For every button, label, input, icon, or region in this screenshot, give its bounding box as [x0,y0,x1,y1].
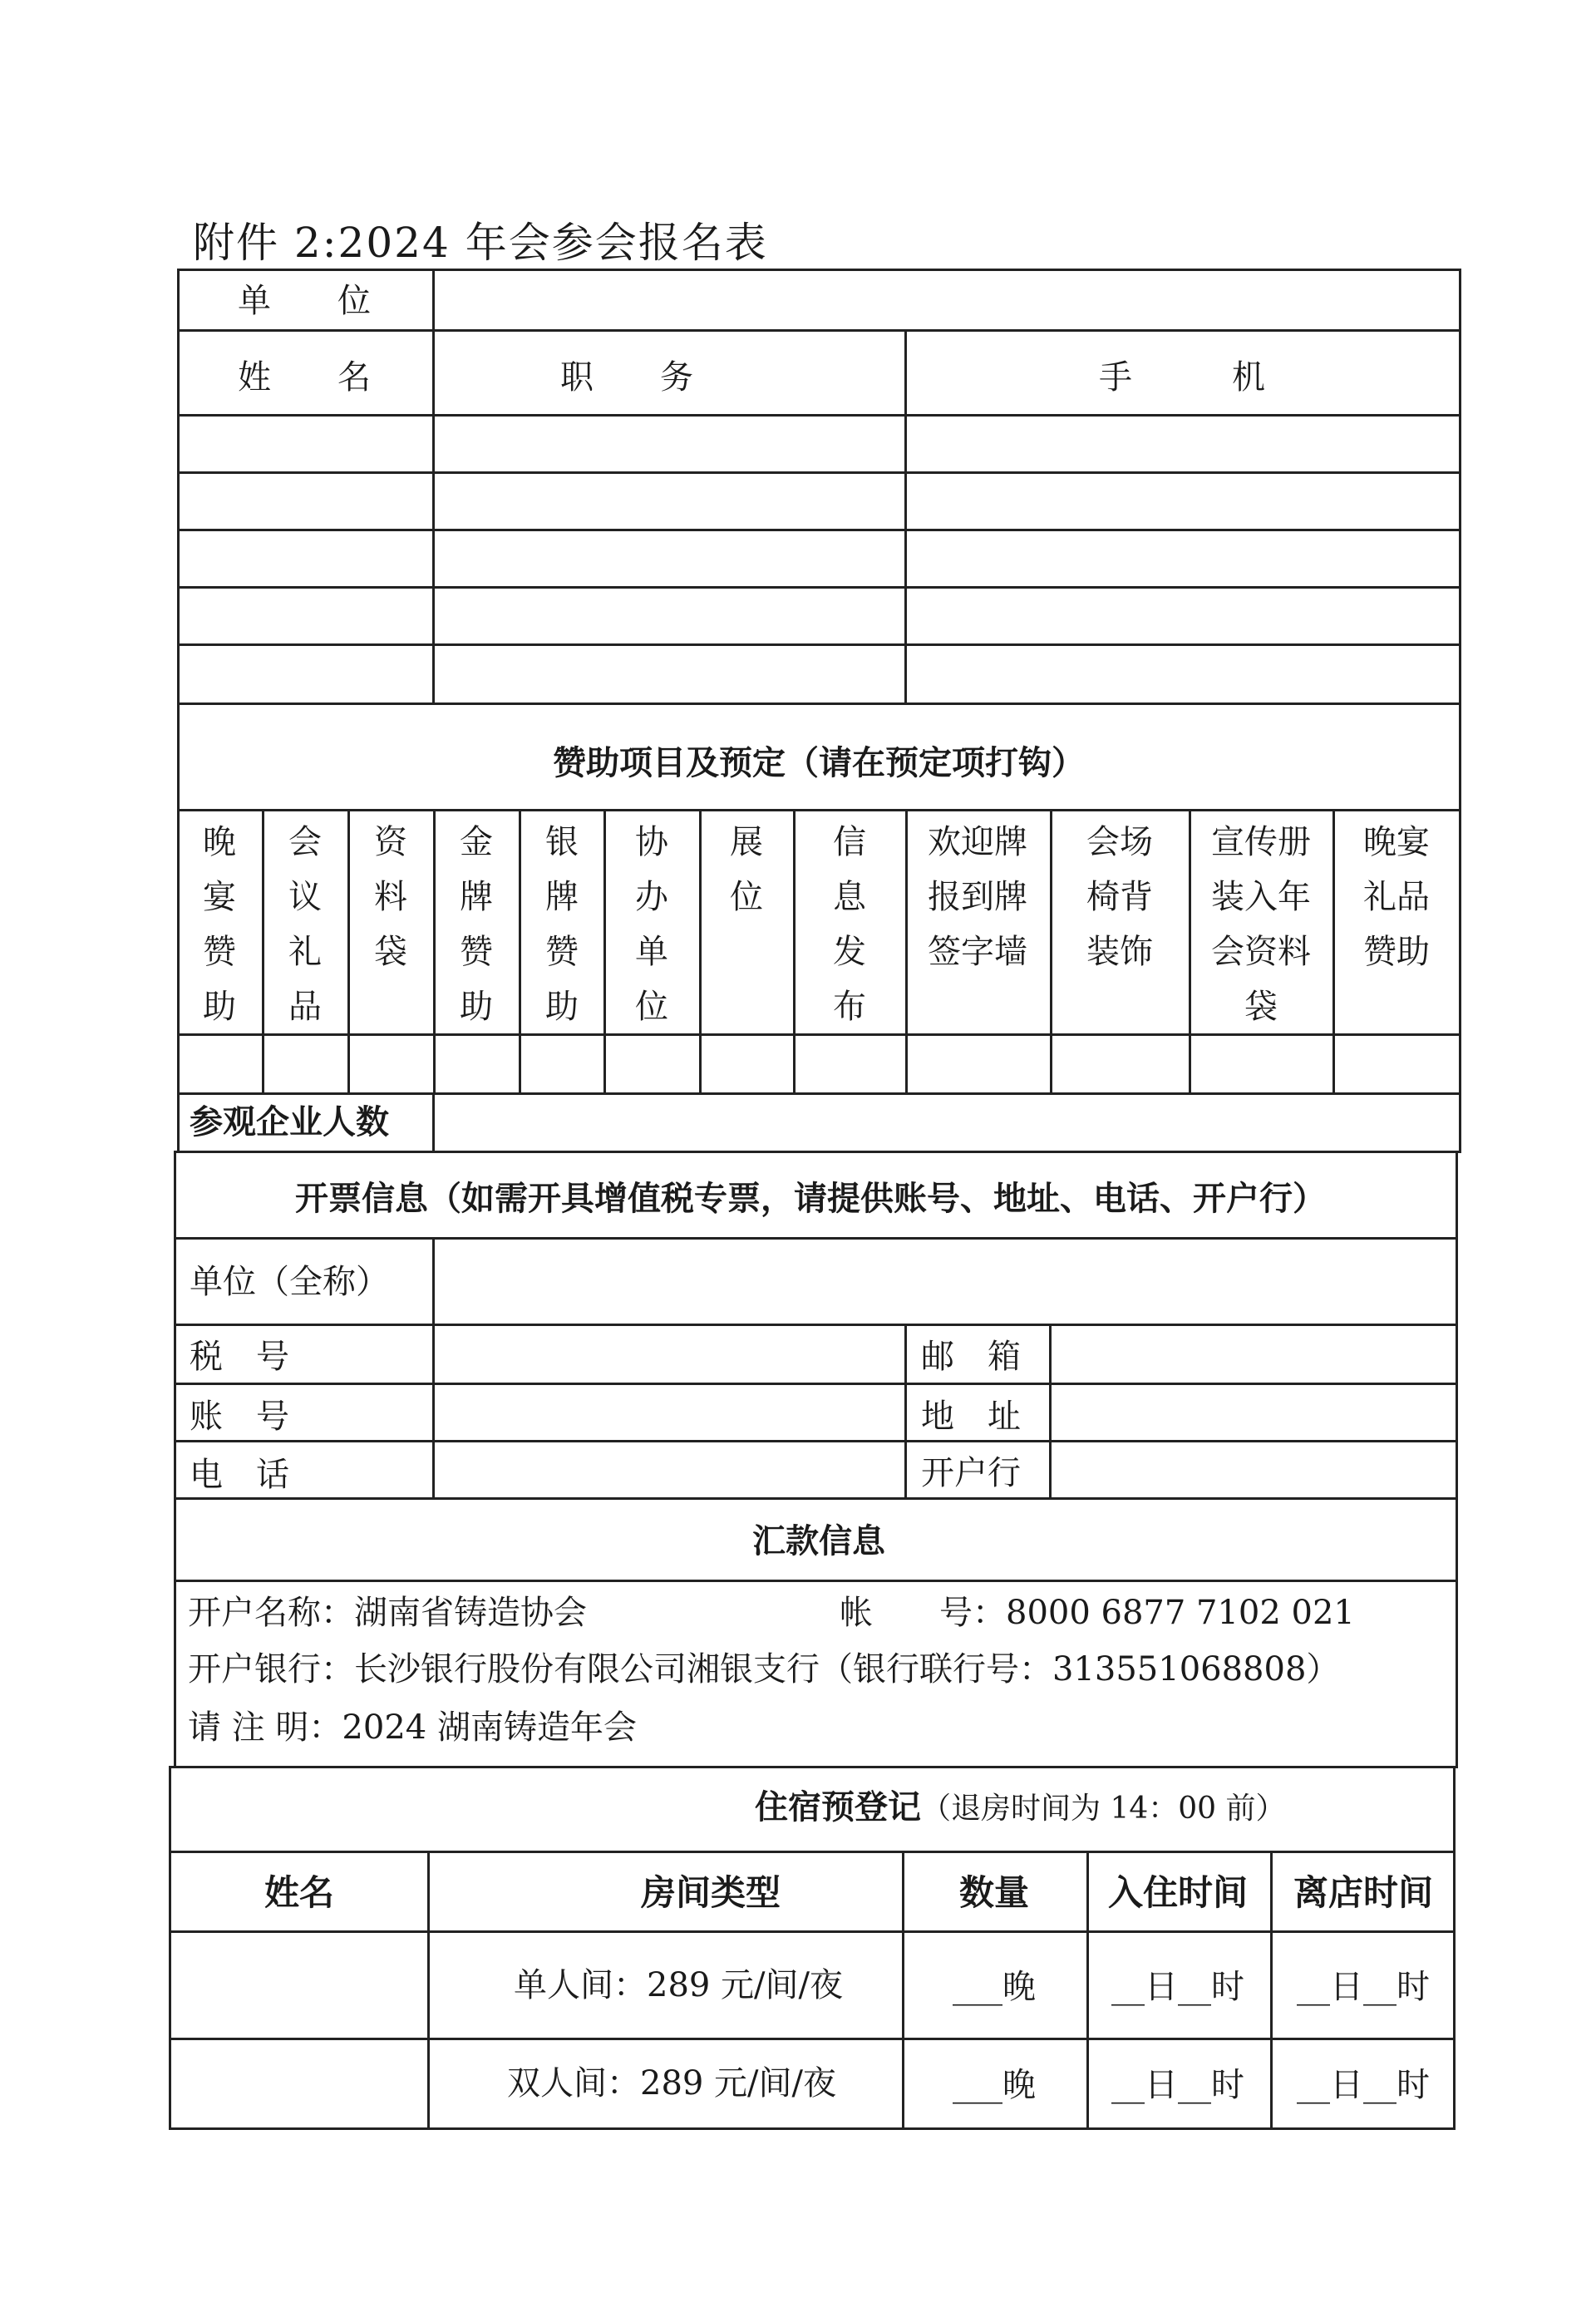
remit-account-name: 开户名称：湖南省铸造协会 [188,1594,587,1632]
remittance-heading: 汇款信息 [752,1522,885,1560]
phone-label: 电 话 [190,1456,289,1494]
mobile-label: 手 机 [1099,358,1265,397]
col-checkout-header: 离店时间 [1293,1872,1434,1913]
checkin-double: __日__时 [1111,2066,1244,2104]
sponsor-item: 晚宴 礼品 赞助 [1363,823,1430,971]
name-label: 姓 名 [238,358,371,397]
sponsor-item: 会场 椅背 装饰 [1086,823,1153,971]
qty-single: ___晚 [953,1968,1036,2006]
unit-label: 单 位 [238,282,371,320]
sponsorship-heading: 赞助项目及预定（请在预定项打钩） [553,744,1085,782]
remit-account-number: 帐 号：8000 6877 7102 021 [840,1594,1355,1632]
email-label: 邮 箱 [921,1338,1021,1376]
sponsor-item: 协 办 单 位 [635,823,668,1026]
account-label: 账 号 [190,1398,289,1436]
checkin-single: __日__时 [1111,1968,1244,2006]
col-checkin-header: 入住时间 [1107,1872,1249,1913]
sponsor-item: 银 牌 赞 助 [545,823,579,1026]
sponsor-item: 展 位 [730,823,763,916]
sponsor-item: 晚 宴 赞 助 [203,823,236,1026]
checkout-double: __日__时 [1297,2066,1430,2104]
visitors-label: 参观企业人数 [190,1103,389,1141]
position-label: 职 务 [560,358,693,397]
sponsor-item: 会 议 礼 品 [288,823,322,1026]
address-label: 地 址 [921,1398,1021,1436]
sponsor-item: 宣传册 装入年 会资料 袋 [1211,823,1311,1026]
tax-number-label: 税 号 [190,1338,289,1376]
remit-note: 请 注 明：2024 湖南铸造年会 [188,1708,637,1747]
invoice-heading: 开票信息（如需开具增值税专票，请提供账号、地址、电话、开户行） [295,1180,1326,1218]
col-qty-header: 数量 [958,1872,1030,1913]
checkout-single: __日__时 [1297,1968,1430,2006]
sponsor-item: 欢迎牌 报到牌 签字墙 [928,823,1027,971]
sponsor-item: 金 牌 赞 助 [460,823,493,1026]
sponsor-item: 资 料 袋 [374,823,407,971]
room-double: 双人间：289 元/间/夜 [507,2064,837,2103]
col-name-header: 姓名 [264,1872,335,1913]
col-room-header: 房间类型 [640,1872,781,1913]
room-single: 单人间：289 元/间/夜 [514,1966,844,2004]
lodging-heading: 住宿预登记（退房时间为 14：00 前） [755,1788,1286,1827]
bank-label: 开户行 [921,1454,1021,1492]
qty-double: ___晚 [953,2066,1036,2104]
form-title: 附件 2:2024 年会参会报名表 [193,219,768,267]
sponsor-item: 信 息 发 布 [833,823,866,1026]
unit-fullname-label: 单位（全称） [190,1263,389,1301]
remit-bank: 开户银行：长沙银行股份有限公司湘银支行（银行联行号：313551068808） [188,1650,1340,1689]
